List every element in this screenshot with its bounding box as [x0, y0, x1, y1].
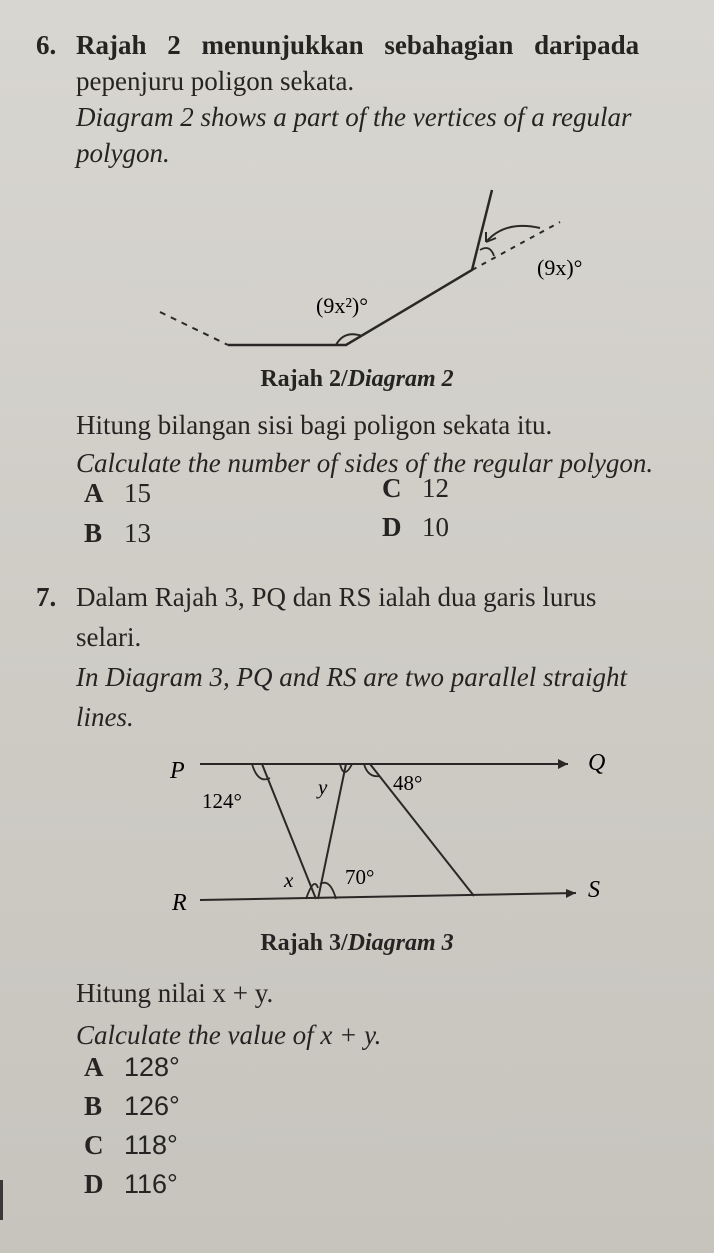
- question-6-option-b[interactable]: B 13: [84, 518, 151, 548]
- diagram-3-label-q: Q: [588, 750, 606, 776]
- question-6-question-en: Calculate the number of sides of the regular polygon.: [76, 448, 654, 478]
- question-6-option-d[interactable]: D 10: [382, 512, 449, 542]
- diagram-2-label-interior: (9x²)°: [316, 293, 369, 318]
- question-6-number: 6.: [36, 30, 57, 60]
- question-6-en-line2: polygon.: [76, 138, 170, 168]
- question-6-en-line1: Diagram 2 shows a part of the vertices of a regular: [76, 102, 632, 132]
- page-margin-line: [0, 1180, 3, 1220]
- question-7-option-d[interactable]: D 116°: [84, 1169, 178, 1199]
- diagram-3-caption-en: Diagram 3: [347, 930, 454, 956]
- question-7-en-line1: In Diagram 3, PQ and RS are two parallel straight: [76, 662, 627, 692]
- diagram-3-caption: [0, 930, 714, 957]
- diagram-2-caption-ms: Rajah 2/: [260, 366, 348, 392]
- question-7-option-b[interactable]: B 126°: [84, 1091, 180, 1121]
- question-6: [36, 28, 676, 170]
- diagram-3-label-y: y: [318, 775, 328, 799]
- diagram-2-caption-en: Diagram 2: [347, 366, 454, 392]
- question-7-prompt: [36, 976, 676, 1052]
- question-6-ms-line1: Rajah 2 menunjukkan sebahagian daripada: [76, 30, 640, 60]
- question-7-ms-line1: Dalam Rajah 3, PQ dan RS ialah dua garis lurus: [76, 582, 597, 612]
- diagram-2-caption: [0, 366, 714, 393]
- diagram-3: [0, 740, 714, 920]
- diagram-3-label-r: R: [172, 890, 187, 916]
- diagram-2: [0, 180, 714, 360]
- diagram-3-label-x: x: [284, 868, 294, 892]
- question-6-option-c[interactable]: C 12: [382, 473, 449, 503]
- question-7-number: 7.: [36, 582, 57, 612]
- question-6-question-ms: Hitung bilangan sisi bagi poligon sekata itu.: [76, 410, 553, 440]
- diagram-3-label-48: 48°: [393, 771, 423, 795]
- question-7-ms-line2: selari.: [76, 622, 142, 652]
- question-7-option-a[interactable]: A 128°: [84, 1052, 180, 1082]
- diagram-3-caption-ms: Rajah 3/: [260, 930, 348, 956]
- question-7: [36, 580, 676, 734]
- question-6-ms-line2: pepenjuru poligon sekata.: [76, 66, 355, 96]
- diagram-3-label-p: P: [170, 758, 185, 784]
- diagram-3-label-70: 70°: [345, 865, 375, 889]
- diagram-3-label-124: 124°: [202, 789, 242, 813]
- question-7-question-en: Calculate the value of x + y.: [76, 1020, 382, 1050]
- diagram-2-polygon-sides: [228, 190, 492, 345]
- diagram-3-arrow-s: [566, 889, 576, 898]
- diagram-3-label-s: S: [588, 877, 600, 903]
- question-7-en-line2: lines.: [76, 702, 134, 732]
- diagram-3-line-rs: [200, 893, 576, 900]
- question-6-option-a[interactable]: A 15: [84, 478, 151, 508]
- diagram-2-label-exterior: (9x)°: [537, 255, 583, 280]
- diagram-2-dashed-left: [160, 312, 228, 345]
- diagram-2-inner-arc: [480, 248, 494, 256]
- question-7-option-c[interactable]: C 118°: [84, 1130, 178, 1160]
- diagram-3-arrow-q: [558, 759, 568, 769]
- question-7-question-ms: Hitung nilai x + y.: [76, 978, 274, 1008]
- question-6-prompt: [36, 408, 676, 480]
